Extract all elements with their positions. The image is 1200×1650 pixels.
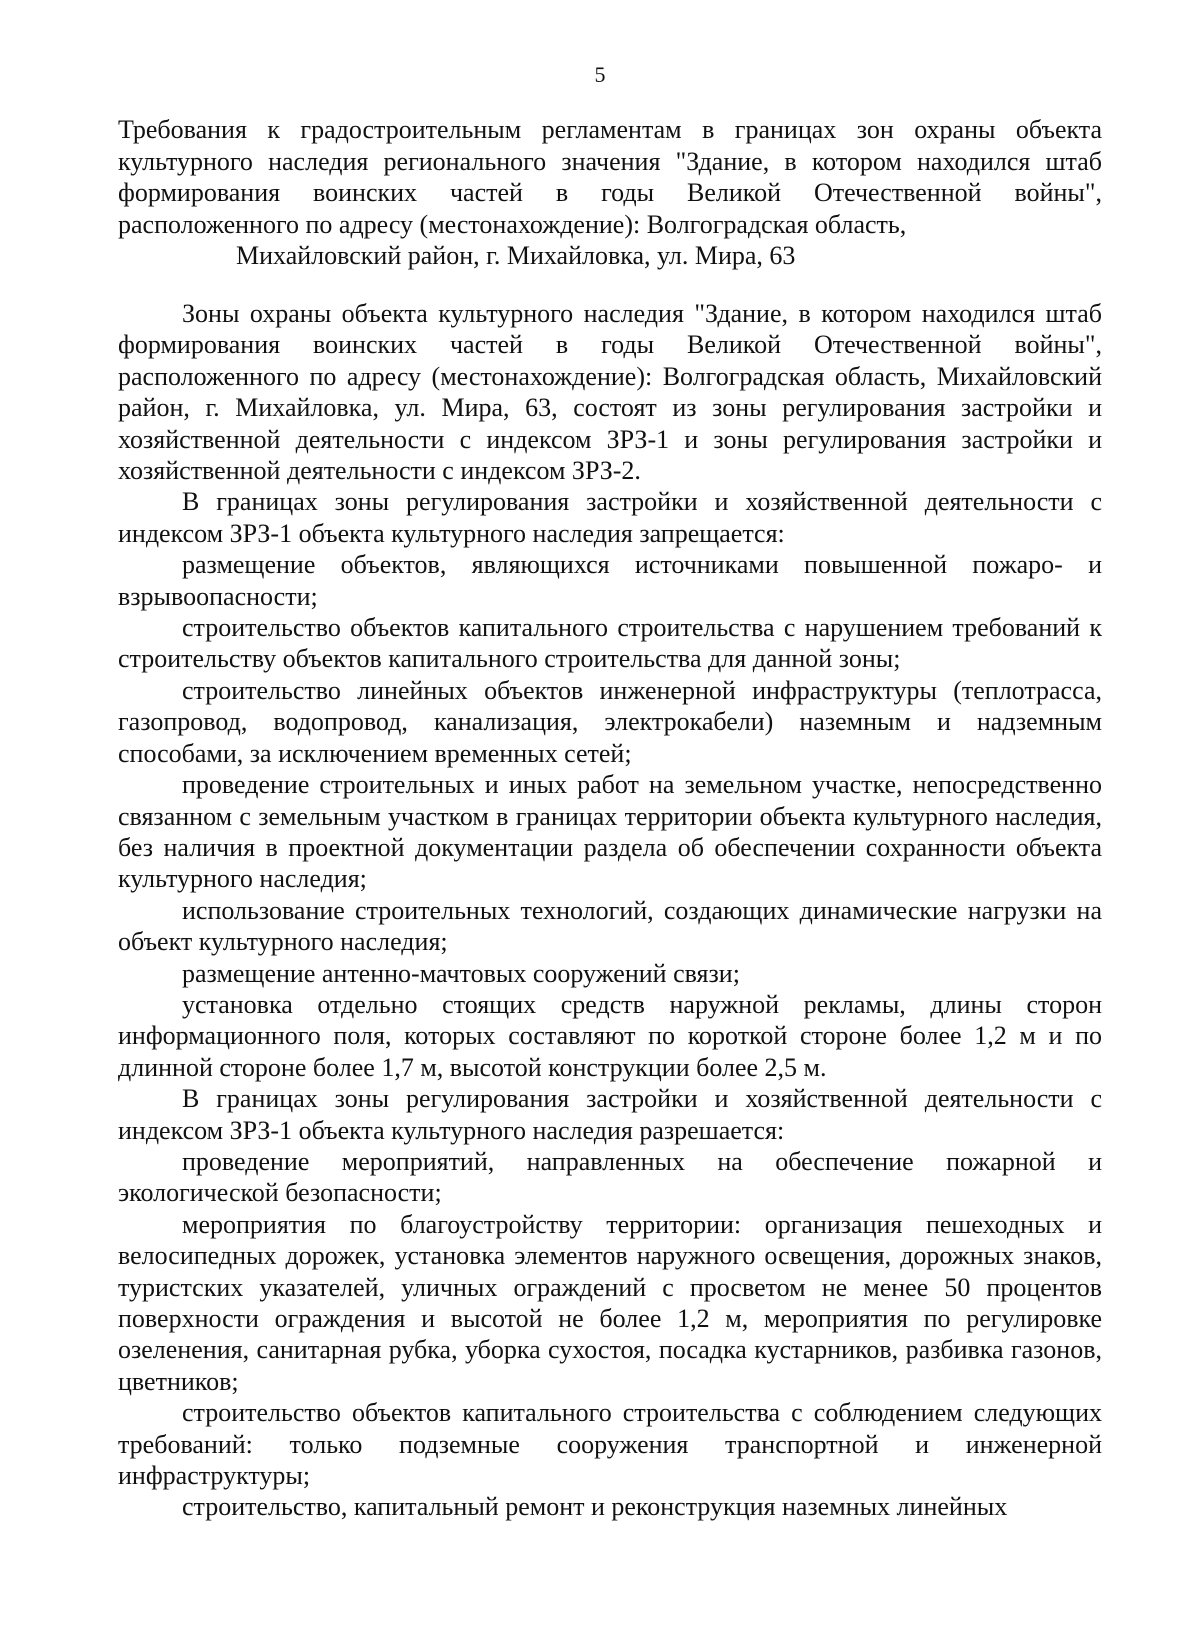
document-title-main: Требования к градостроительным регламентам в границах зон охраны объекта культурного наследия регионального значения "Здание, в котором находился штаб формирования воинских частей в годы Великой Отечественной войны", расположенного по адресу (местонахождение): Волгоградская область, (118, 115, 1102, 239)
list-item-permitted: строительство, капитальный ремонт и реконструкция наземных линейных (182, 1492, 1008, 1522)
document-title-last-line: Михайловский район, г. Михайловка, ул. Мира, 63 (236, 241, 796, 270)
list-item-prohibited: размещение антенно-мачтовых сооружений связи; (182, 958, 740, 988)
paragraph-prohibited-intro: В границах зоны регулирования застройки и хозяйственной деятельности с индексом ЗРЗ-1 объекта культурного наследия запрещается: (118, 487, 1102, 548)
list-item-prohibited: установка отдельно стоящих средств наружной рекламы, длины сторон информационного поля, которых составляют по короткой стороне более 1,2 м и по длинной стороне более 1,7 м, высотой конструкции более 2,5 м. (118, 989, 1102, 1082)
list-item-permitted: мероприятия по благоустройству территории: организация пешеходных и велосипедных дорожек, установка элементов наружного освещения, дорожных знаков, туристских указателей, уличных ограждений с просветом не менее 50 процентов поверхности ограждения и высотой не более 1,2 м, мероприятия по регулировке озеленения, санитарная рубка, уборка сухостоя, посадка кустарников, разбивка газонов, цветников; (118, 1209, 1102, 1396)
list-item-prohibited: проведение строительных и иных работ на земельном участке, непосредственно связанном с земельным участком в границах территории объекта культурного наследия, без наличия в проектной документации раздела об обеспечении сохранности объекта культурного наследия; (118, 770, 1102, 894)
paragraph-zones-composition: Зоны охраны объекта культурного наследия "Здание, в котором находился штаб формирования воинских частей в годы Великой Отечественной войны", расположенного по адресу (местонахождение): Волгоградская область, Михайловский район, г. Михайловка, ул. Мира, 63, состоят из зоны регулирования застройки и хозяйственной деятельности с индексом ЗРЗ-1 и зоны регулирования застройки и хозяйственной деятельности с индексом ЗРЗ-2. (118, 299, 1102, 486)
document-title (118, 114, 1102, 272)
list-item-prohibited: строительство объектов капитального строительства с нарушением требований к строительству объектов капитального строительства для данной зоны; (118, 613, 1102, 674)
document-body (118, 298, 1102, 1523)
paragraph-permitted-intro: В границах зоны регулирования застройки и хозяйственной деятельности с индексом ЗРЗ-1 объекта культурного наследия разрешается: (118, 1084, 1102, 1145)
list-item-prohibited: использование строительных технологий, создающих динамические нагрузки на объект культурного наследия; (118, 895, 1102, 957)
list-item-prohibited: строительство линейных объектов инженерной инфраструктуры (теплотрасса, газопровод, водопровод, канализация, электрокабели) наземным и надземным способами, за исключением временных сетей; (118, 675, 1102, 768)
list-item-permitted: проведение мероприятий, направленных на обеспечение пожарной и экологической безопасности; (118, 1146, 1102, 1208)
list-item-prohibited: размещение объектов, являющихся источниками повышенной пожаро- и взрывоопасности; (118, 550, 1102, 611)
list-item-permitted: строительство объектов капитального строительства с соблюдением следующих требований: только подземные сооружения транспортной и инженерной инфраструктуры; (118, 1398, 1102, 1491)
page-number: 5 (594, 62, 606, 87)
